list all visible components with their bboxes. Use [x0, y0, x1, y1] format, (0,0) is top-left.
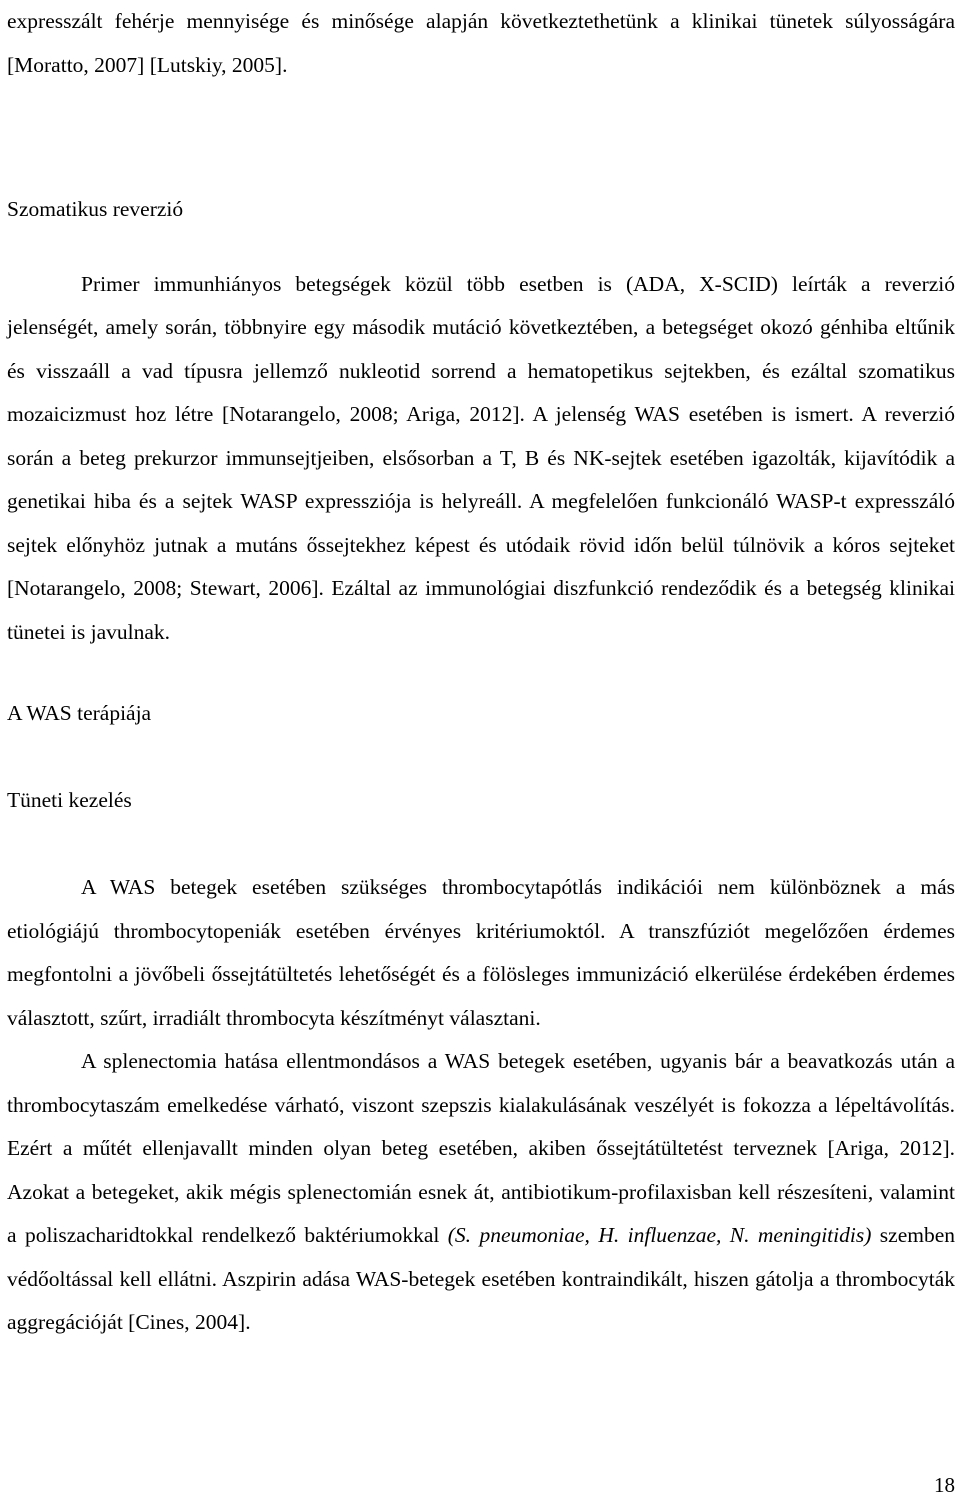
- subsection-heading-symptomatic: Tüneti kezelés: [7, 787, 132, 812]
- paragraph-thrombocyte: [7, 866, 955, 1040]
- section-heading-therapy: A WAS terápiája: [7, 701, 152, 725]
- paragraph-reversion: Primer immunhiányos betegségek közül több esetben is (ADA, X-SCID) leírták a reverzió jelenségét, amely során, többnyire egy második mutáció következtében, a betegséget okozó génhiba eltűnik és visszaáll a vad típusra jellemző nukleotid sorrend a hematopetikus sejtekben, és ezáltal szomatikus mozaicizmust hoz létre [Notarangelo, 2008; Ariga, 2012]. A jelenség WAS esetében is ismert. A reverzió során a beteg prekurzor immunsejtjeiben, elsősorban a T, B és NK-sejtek esetében igazolták, kijavítódik a genetikai hiba és a sejtek WASP expressziója is helyreáll. A megfelelően funkcionáló WASP-t expresszáló sejtek előnyhöz jutnak a mutáns őssejtekhez képest és utódaik rövid időn belül túlnövik a kóros sejteket [Notarangelo, 2008; Stewart, 2006]. Ezáltal az immunológiai diszfunkció rendeződik és a betegség klinikai tünetei is javulnak.: [7, 271, 955, 644]
- paragraph-splenectomy-part-b: szemben védőoltással kell ellátni. Aszpirin adása WAS-betegek esetében kontraindikált, hiszen gátolja a thrombocyták aggregációját [Cines, 2004].: [7, 1223, 955, 1334]
- document-page: [7, 0, 955, 1345]
- paragraph-splenectomy-italic: (S. pneumoniae, H. influenzae, N. meningitidis): [447, 1223, 872, 1247]
- paragraph-intro: expresszált fehérje mennyisége és minősége alapján következtethetünk a klinikai tünetek súlyosságára [Moratto, 2007] [Lutskiy, 2005].: [7, 9, 955, 77]
- section-heading-somatic-reversion: Szomatikus reverzió: [7, 197, 184, 221]
- paragraph-splenectomy: [7, 1040, 955, 1345]
- paragraph-thrombocyte-text: A WAS betegek esetében szükséges thrombocytapótlás indikációi nem különböznek a más etiológiájú thrombocytopeniák esetében érvényes kritériumoktól. A transzfúziót megelőzően érdemes megfontolni a jövőbeli őssejtátültetés lehetőségét és a fölösleges immunizáció elkerülése érdekében érdemes választott, szűrt, irradiált thrombocyta készítményt választani.: [7, 875, 955, 1030]
- page-number: 18: [934, 1473, 955, 1497]
- paragraph-splenectomy-part-a: A splenectomia hatása ellentmondásos a WAS betegek esetében, ugyanis bár a beavatkozás után a thrombocytaszám emelkedése várható, viszont szepszis kialakulásának veszélyét is fokozza a lépeltávolítás. Ezért a műtét ellenjavallt minden olyan beteg esetében, akiben őssejtátültetést terveznek [Ariga, 2012]. Azokat a betegeket, akik mégis splenectomián esnek át, antibiotikum-profilaxisban kell részesíteni, valamint a poliszacharidtokkal rendelkező baktériumokkal: [7, 1049, 955, 1247]
